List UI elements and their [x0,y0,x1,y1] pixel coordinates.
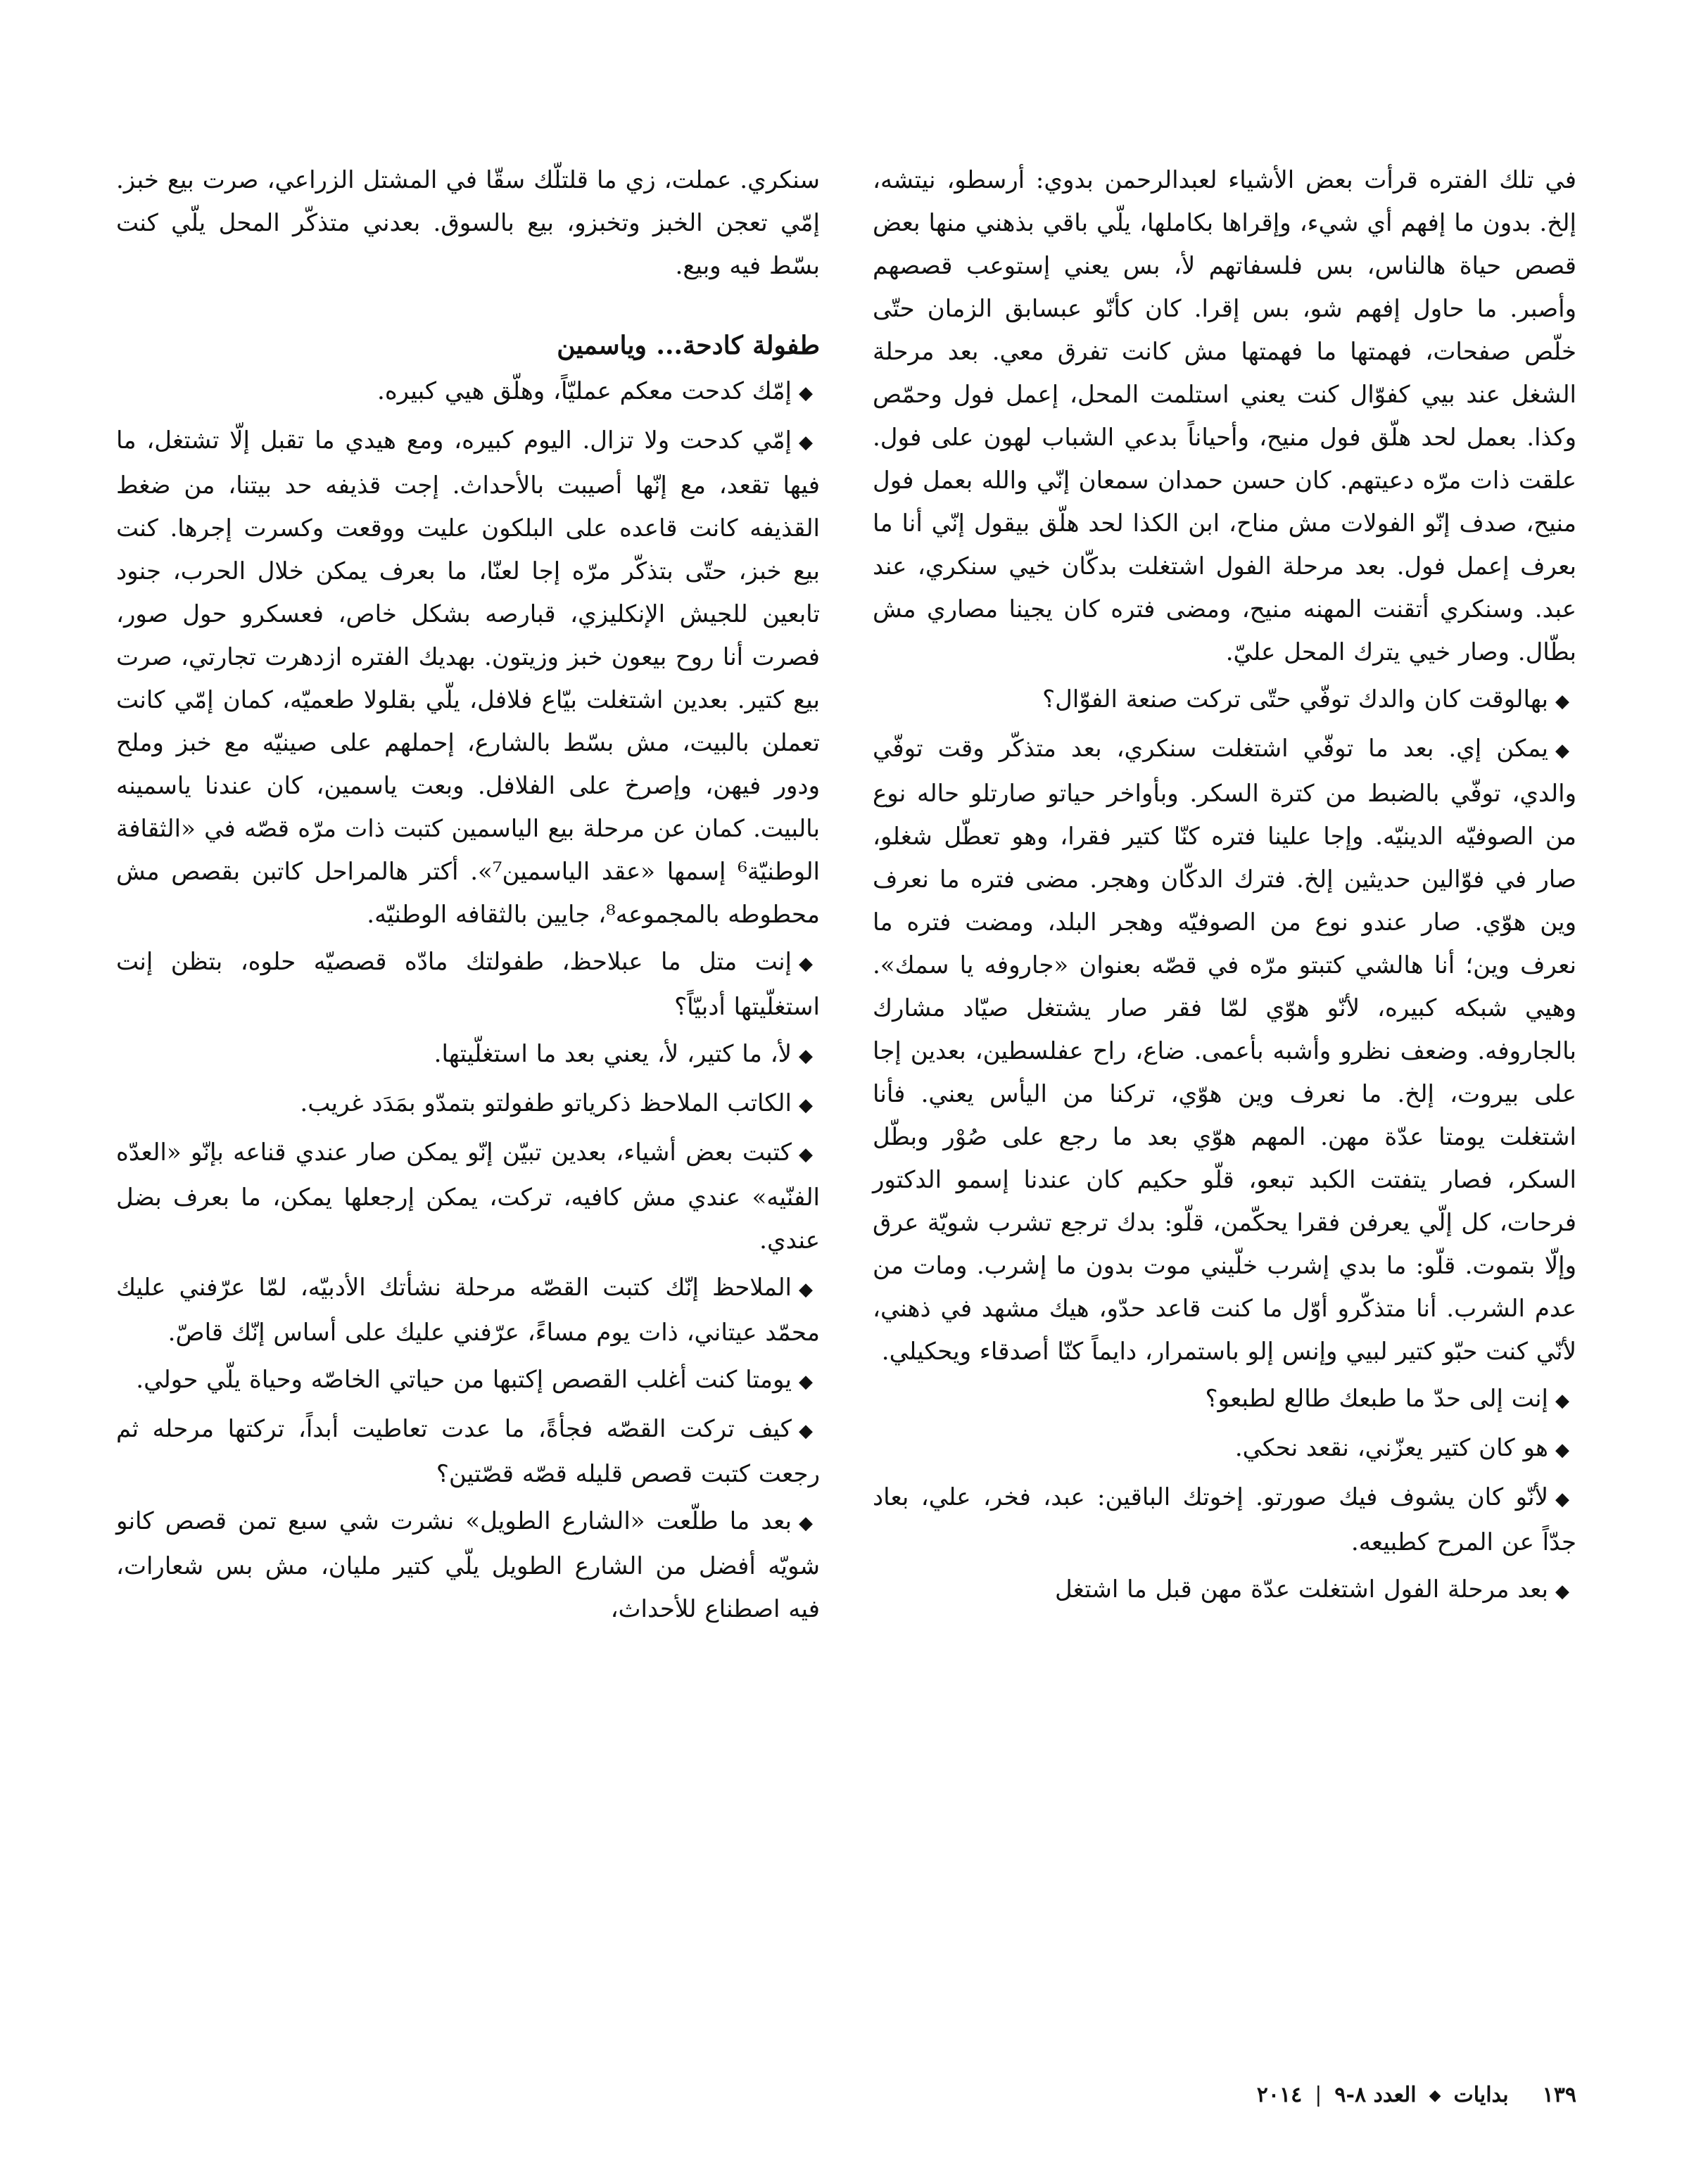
left-column [116,159,820,1635]
qa-item: ◆ يومتا كنت أغلب القصص إكتبها من حياتي الخاصّه وحياة يلّي حولي. [116,1359,820,1404]
qa-item: ◆ إنت متل ما عبلاحظ، طفولتك مادّه قصصيّه حلوه، بتظن إنت استغلّيتها أدبيّاً؟ [116,941,820,1029]
page-number: ١٣٩ [1542,2083,1576,2107]
qa-item: ◆ يمكن إي. بعد ما توفّي اشتغلت سنكري، بعد متذكّر وقت توفّي والدي، توفّي بالضبط من كترة السكر. وبأواخر حياتو صارتلو حاله نوع من الصوفيّه الدينيّه. وإجا علينا فتره كنّا كتير فقرا، وهو تعطّل شغلو، صار في فوّالين حديثين إلخ. فترك الدكّان وهجر. مضى فتره ما نعرف وين هوّي. صار عندو نوع من الصوفيّه وهجر البلد، ومضت فتره ما نعرف وين؛ أنا هالشي كتبتو مرّه في قصّه بعنوان «جاروفه يا سمك». وهيي شبكه كبيره، لأنّو هوّي لمّا فقر صار يشتغل صيّاد مشارك بالجاروفه. وضعف نظرو وأشبه بأعمى. ضاع، راح عفلسطين، بعدين إجا على بيروت، إلخ. ما نعرف وين هوّي، تركنا من اليأس يعني. فأنا اشتغلت يومتا عدّة مهن. المهم هوّي بعد ما رجع على صُوْر وبطّل السكر، فصار يتفتت الكبد تبعو، قلّو حكيم كان عندنا إسمو الدكتور فرحات، كل إلّي يعرفن فقرا يحكّمن، قلّو: بدك ترجع تشرب شويّة عرق وإلّا بتموت. قلّو: ما بدي إشرب خلّيني موت بدون ما إشرب. ومات من عدم الشرب. أنا متذكّرو أوّل ما كنت قاعد حدّو، هيك مشهد في ذهني، لأنّي كنت حبّو كتير لبيي وإنس إلو باستمرار، دايماً كنّا أصدقاء ويحكيلي. [873,728,1576,1373]
qa-item: ◆ إمّي كدحت ولا تزال. اليوم كبيره، ومع هيدي ما تقبل إلّا تشتغل، ما فيها تقعد، مع إنّها أصيبت بالأحداث. إجت قذيفه حد بيتنا، من ضغط القذيفه كانت قاعده على البلكون عليت ووقعت وكسرت إجرها. كنت بيع خبز، حتّى بتذكّر مرّه إجا لعنّا، ما بعرف يمكن خلال الحرب، جنود تابعين للجيش الإنكليزي، قبارصه بشكل خاص، فعسكرو حول صور، فصرت أنا روح بيعون خبز وزيتون. بهديك الفتره ازدهرت تجارتي، صرت بيع كتير. بعدين اشتغلت بيّاع فلافل، يلّي بقلولا طعميّه، كمان إمّي كانت تعملن بالبيت، مش بسّط بالشارع، إحملهم على صينيّه مع خبز وملح ودور فيهن، وإصرخ على الفلافل. وبعت ياسمين، كان عندنا ياسمينه بالبيت. كمان عن مرحلة بيع الياسمين كتبت ذات مرّه قصّه في «الثقافة الوطنيّة⁶ إسمها «عقد الياسمين⁷». أكتر هالمراحل كاتبن بقصص مش محطوطه بالمجموعه⁸، جايين بالثقافه الوطنيّه. [116,419,820,937]
qa-item: ◆ إنت إلى حدّ ما طبعك طالع لطبعو؟ [873,1378,1576,1423]
qa-item: ◆ كتبت بعض أشياء، بعدين تبيّن إنّو يمكن صار عندي قناعه بإنّو «العدّه الفنّيه» عندي مش كافيه، تركت، يمكن إرجعلها يمكن، ما بعرف بضل عندي. [116,1131,820,1262]
qa-item: ◆ الكاتب الملاحظ ذكرياتو طفولتو بتمدّو بمَدَد غريب. [116,1082,820,1127]
qa-item: ◆ هو كان كتير يعزّني، نقعد نحكي. [873,1427,1576,1472]
section-heading: طفولة كادحة... وياسمين [557,331,820,360]
qa-item: ◆ بهالوقت كان والدك توفّي حتّى تركت صنعة الفوّال؟ [873,678,1576,723]
qa-item: ◆ الملاحظ إنّك كتبت القصّه مرحلة نشأتك الأدبيّه، لمّا عرّفني عليك محمّد عيتاني، ذات يوم مساءً، عرّفني عليك على أساس إنّك قاصّ. [116,1266,820,1354]
issue-year: ٢٠١٤ [1256,2083,1303,2107]
body-paragraph: سنكري. عملت، زي ما قلتلّك سقّا في المشتل الزراعي، صرت بيع خبز. إمّي تعجن الخبز وتخبزو، بيع بالسوق. بعدني متذكّر المحل يلّي كنت بسّط فيه وبيع. [116,166,820,280]
body-paragraph: في تلك الفتره قرأت بعض الأشياء لعبدالرحمن بدوي: أرسطو، نيتشه، إلخ. بدون ما إفهم أي شيء، وإقراها بكاملها، يلّي باقي بذهني منها بعض قصص حياة هالناس، بس فلسفاتهم لأ، بس يعني إستوعب قصصهم وأصبر. ما حاول إفهم شو، بس إقرا. كان كأنّو عبسابق الزمان حتّى خلّص صفحات، فهمتها ما فهمتها مش كانت تفرق معي. بعد مرحلة الشغل عند بيي كفوّال كنت يعني استلمت المحل، إعمل فول وحمّص وكذا. بعمل لحد هلّق فول منيح، وأحياناً بدعي الشباب لهون على فول. علقت ذات مرّه دعيتهم. كان حسن حمدان سمعان إنّي والله بعمل فول منيح، صدف إنّو الفولات مش مناح، ابن الكذا لحد هلّق بيقول إنّي أنا ما بعرف إعمل فول. بعد مرحلة الفول اشتغلت بدكّان خيي سنكري، عند عبد. وسنكري أتقنت المهنه منيح، ومضى فتره كان يجينا مصاري مش بطّال. وصار خيي يترك المحل عليّ. [873,166,1576,666]
qa-item: ◆ لأنّو كان يشوف فيك صورتو. إخوتك الباقين: عبد، فخر، علي، بعاد جدّاً عن المرح كطبيعه. [873,1476,1576,1564]
qa-item: ◆ لأ، ما كتير، لأ، يعني بعد ما استغلّيتها. [116,1033,820,1078]
footer-divider: | [1315,2083,1322,2107]
issue-number: العدد ٨-٩ [1334,2083,1417,2107]
page-footer [1257,2083,1576,2107]
qa-item: ◆ كيف تركت القصّه فجأةً، ما عدت تعاطيت أبداً، تركتها مرحله ثم رجعت كتبت قصص قليله قصّه قصّتين؟ [116,1408,820,1496]
diamond-bullet-icon: ◆ [1429,2085,1441,2104]
qa-item: ◆ إمّك كدحت معكم عمليّاً، وهلّق هيي كبيره. [116,370,820,415]
right-column [873,159,1576,1618]
qa-item: ◆ بعد مرحلة الفول اشتغلت عدّة مهن قبل ما اشتغل [873,1568,1576,1613]
magazine-name: بدايات [1453,2083,1509,2107]
qa-item: ◆ بعد ما طلّعت «الشارع الطويل» نشرت شي سبع تمن قصص كانو شويّه أفضل من الشارع الطويل يلّي كتير مليان، مش بس شعارات، فيه اصطناع للأحداث، [116,1500,820,1631]
